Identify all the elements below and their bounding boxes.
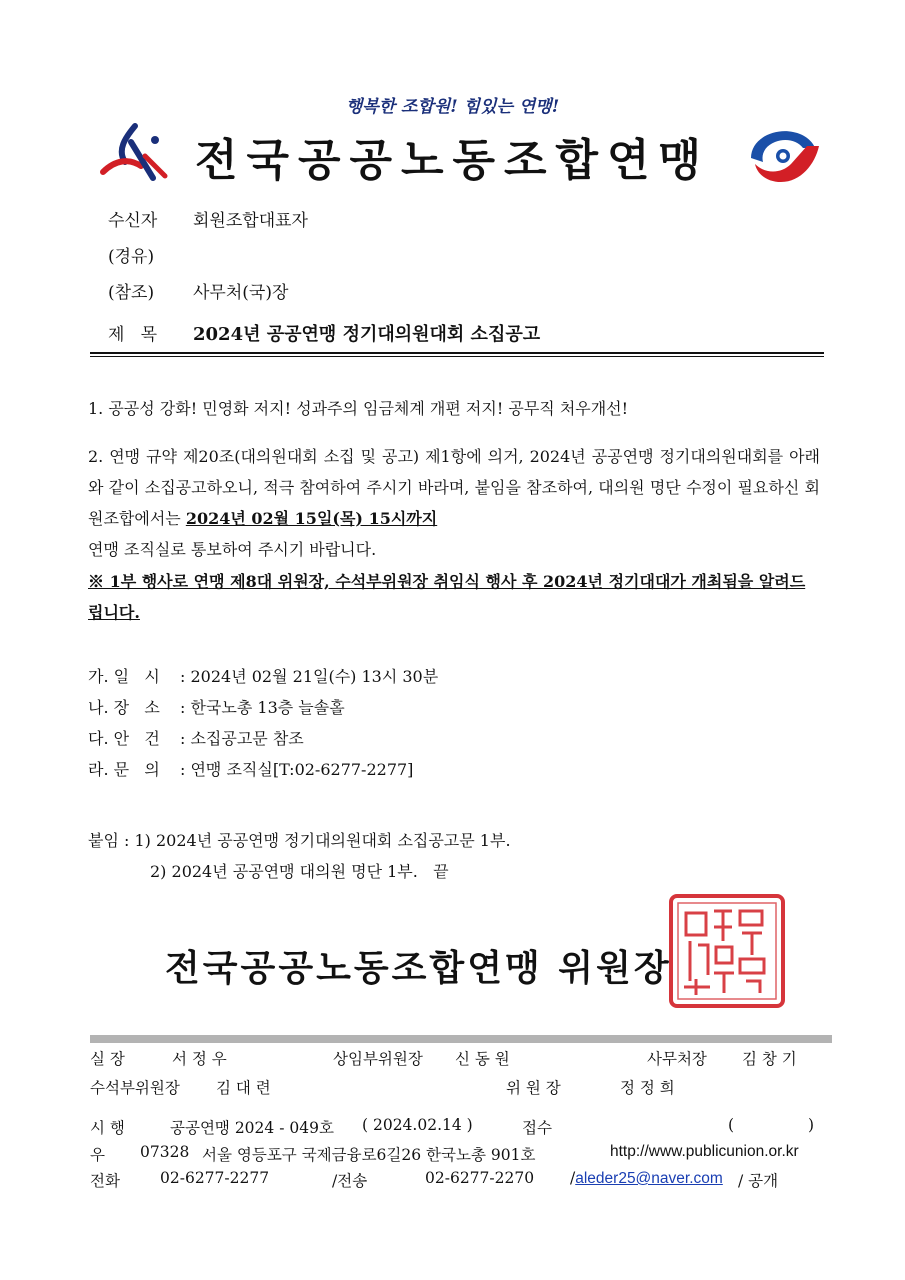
paragraph-2 [88, 441, 820, 565]
address-label: 우 [90, 1146, 105, 1164]
paragraph-2-text: 2. 연맹 규약 제20조(대의원대회 소집 및 공고) 제1항에 의거, 2024년 공공연맹 정기대의원대회를 아래와 같이 소집공고하오니, 적극 참여하여 주시기 바라며, 붙임을 참조하여, 대의원 명단 수정이 필요하신 회원조합에서는 [88, 447, 820, 528]
receipt-value: ( ) [728, 1116, 814, 1134]
doc-number: 공공연맹 2024 - 049호 [170, 1119, 334, 1137]
recipient-row [108, 206, 308, 231]
detail-inquiry-value: : 연맹 조직실[T:02-6277-2277] [180, 760, 414, 779]
email-row: /aleder25@naver.com [570, 1169, 723, 1187]
phone-label: 전화 [90, 1172, 120, 1190]
paragraph-2-end: 연맹 조직실로 통보하여 주시기 바랍니다. [88, 540, 377, 559]
staff-secretary-name: 김 창 기 [742, 1050, 797, 1068]
detail-agenda [88, 726, 304, 749]
staff-vice-role: 상임부위원장 [333, 1050, 423, 1068]
subject-label: 제 목 [108, 325, 158, 345]
doc-number-label: 시 행 [90, 1119, 125, 1137]
detail-date-key: 가. 일 시 [88, 667, 160, 686]
staff-vice-name: 신 동 원 [455, 1050, 510, 1068]
header-divider-top [90, 352, 824, 354]
subject-value: 2024년 공공연맹 정기대의원대회 소집공고 [193, 324, 541, 345]
receipt-label: 접수 [522, 1119, 552, 1137]
doc-date: ( 2024.02.14 ) [362, 1116, 473, 1134]
email-link[interactable]: aleder25@naver.com [575, 1170, 723, 1187]
fax-number: 02-6277-2270 [425, 1169, 535, 1187]
staff-chief-name: 서 정 우 [172, 1050, 227, 1068]
reference-value: 사무처(국)장 [193, 283, 289, 303]
submission-deadline: 2024년 02월 15일(목) 15시까지 [185, 509, 438, 528]
detail-place-value: : 한국노총 13층 늘솔홀 [180, 698, 345, 717]
paragraph-1: 1. 공공성 강화! 민영화 저지! 성과주의 임금체계 개편 저지! 공무직 처우개선! [88, 399, 629, 418]
attachment-item-2: 2) 2024년 공공연맹 대의원 명단 1부. 끝 [150, 862, 449, 881]
attachment-1 [88, 828, 511, 851]
header-divider-bottom [90, 356, 824, 357]
detail-date-value: : 2024년 02월 21일(수) 13시 30분 [180, 667, 439, 686]
address: 서울 영등포구 국제금융로6길26 한국노총 901호 [202, 1146, 536, 1164]
detail-agenda-value: : 소집공고문 참조 [180, 729, 304, 748]
reference-row [108, 278, 288, 303]
detail-inquiry [88, 757, 413, 780]
fax-label: /전송 [332, 1172, 368, 1190]
website-link[interactable]: http://www.publicunion.or.kr [610, 1143, 799, 1160]
footer-divider [90, 1035, 832, 1043]
attachment-label: 붙임 : [88, 831, 135, 850]
staff-senior-vice-role: 수석부위원장 [90, 1079, 180, 1097]
reference-label: (참조) [108, 283, 155, 303]
org-title: 전국공공노동조합연맹 [194, 135, 711, 186]
subject-row [108, 320, 540, 346]
slogan: 행복한 조합원! 힘있는 연맹! [345, 97, 560, 117]
detail-place [88, 695, 345, 718]
notice-paragraph: ※ 1부 행사로 연맹 제8대 위원장, 수석부위원장 취임식 행사 후 2024년 정기대대가 개최됨을 알려드립니다. [88, 572, 806, 622]
union-logo-right-icon [745, 124, 825, 186]
via-label: (경유) [108, 247, 155, 267]
staff-senior-vice-name: 김 대 련 [216, 1079, 271, 1097]
signature-text: 전국공공노동조합연맹 위원장 [165, 948, 672, 989]
recipient-value: 회원조합대표자 [193, 211, 308, 231]
detail-agenda-key: 다. 안 건 [88, 729, 160, 748]
detail-date [88, 664, 438, 687]
staff-secretary-role: 사무처장 [647, 1050, 707, 1068]
staff-president-name: 정 정 희 [620, 1079, 675, 1097]
official-seal-icon [668, 893, 786, 1009]
phone-number: 02-6277-2277 [160, 1169, 270, 1187]
detail-place-key: 나. 장 소 [88, 698, 160, 717]
staff-president-role: 위 원 장 [506, 1079, 561, 1097]
attachment-item-1: 1) 2024년 공공연맹 정기대의원대회 소집공고문 1부. [134, 831, 511, 850]
postcode: 07328 [140, 1143, 190, 1161]
staff-chief-role: 실 장 [90, 1050, 125, 1068]
recipient-label: 수신자 [108, 211, 158, 231]
disclosure-label: / 공개 [738, 1172, 779, 1190]
detail-inquiry-key: 라. 문 의 [88, 760, 160, 779]
